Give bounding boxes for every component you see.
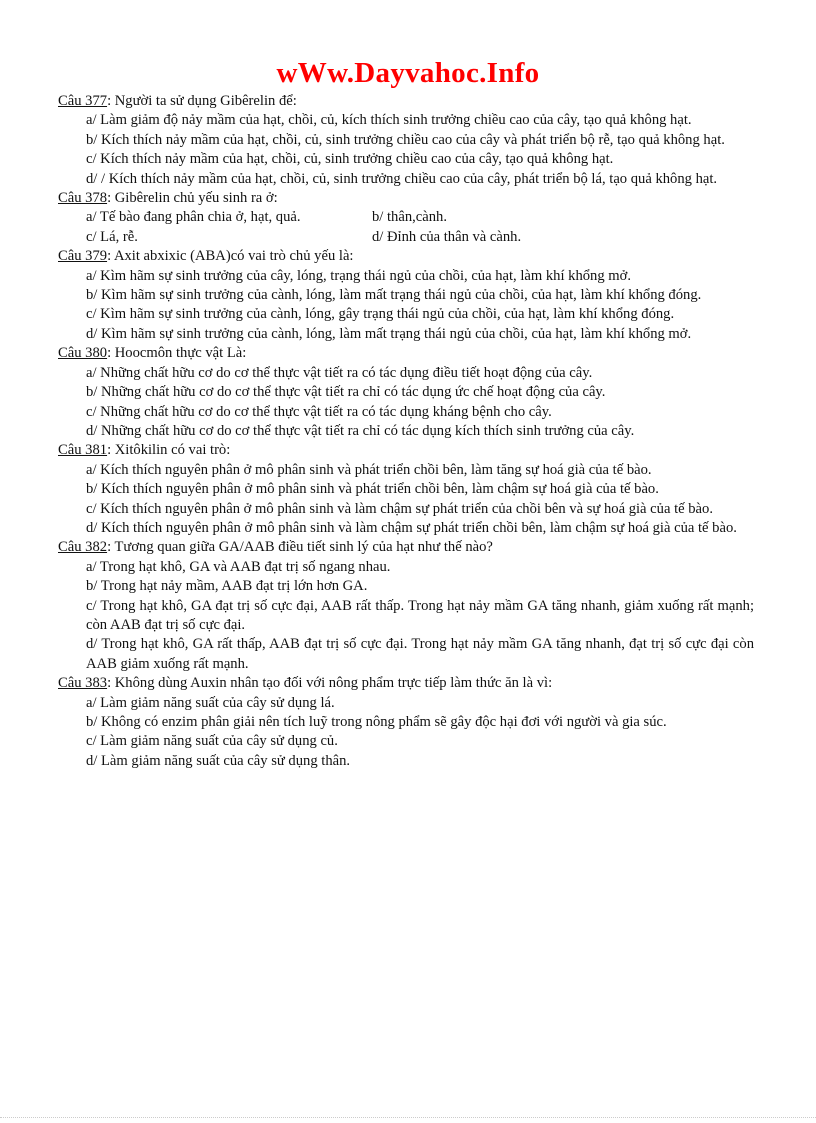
option-b: b/ thân,cành. bbox=[372, 209, 447, 226]
option-c: c/ Kích thích nảy mầm của hạt, chồi, củ, sinh trưởng chiều cao của cây, tạo quả không hạt. bbox=[86, 151, 614, 168]
option-b: b/ Những chất hữu cơ do cơ thể thực vật tiết ra chỉ có tác dụng ức chế hoạt động của cây. bbox=[86, 384, 606, 401]
option-c: c/ Kìm hãm sự sinh trưởng của cành, lóng, gây trạng thái ngủ của chồi, của hạt, làm khí khổng đóng. bbox=[86, 306, 675, 323]
option-d: d/ Đỉnh của thân và cành. bbox=[372, 228, 522, 245]
option-row bbox=[58, 228, 754, 247]
question-prompt: : Gibêrelin chủ yếu sinh ra ở: bbox=[107, 190, 278, 207]
option-c: c/ Lá, rễ. bbox=[86, 228, 138, 245]
option-b: b/ Kìm hãm sự sinh trưởng của cành, lóng, làm mất trạng thái ngủ của chồi, của hạt, làm khí khổng đóng. bbox=[86, 287, 702, 304]
option-b: b/ Kích thích nguyên phân ở mô phân sinh và phát triển chồi bên, làm chậm sự hoá già của tế bào. bbox=[86, 481, 659, 498]
page-bottom-divider bbox=[0, 1117, 816, 1118]
question-number: Câu 377 bbox=[58, 93, 108, 109]
question-prompt: : Axit abxixic (ABA)có vai trò chủ yếu là: bbox=[107, 248, 354, 265]
question-number: Câu 381 bbox=[58, 442, 108, 459]
question-number: Câu 382 bbox=[58, 539, 108, 556]
option-d: d/ / Kích thích nảy mầm của hạt, chồi, củ, sinh trưởng chiều cao của cây, phát triển bộ lá, tạo quả không hạt. bbox=[86, 170, 718, 187]
site-watermark: wWw.Dayvahoc.Info bbox=[276, 57, 540, 89]
option-c: c/ Những chất hữu cơ do cơ thể thực vật tiết ra có tác dụng kháng bệnh cho cây. bbox=[86, 403, 552, 420]
option-row bbox=[58, 208, 754, 227]
question-381 bbox=[58, 441, 754, 538]
option-a: a/ Tế bào đang phân chia ở, hạt, quả. bbox=[86, 209, 301, 226]
question-prompt: : Không dùng Auxin nhân tạo đối với nông phẩm trực tiếp làm thức ăn là vì: bbox=[107, 675, 553, 692]
option-a: a/ Làm giảm năng suất của cây sử dụng lá. bbox=[86, 694, 335, 711]
option-a: a/ Kìm hãm sự sinh trưởng của cây, lóng, trạng thái ngủ của chồi, của hạt, làm khí khổng mở. bbox=[86, 267, 632, 284]
option-b: b/ Không có enzim phân giải nên tích luỹ trong nông phẩm sẽ gây độc hại đơi với người và gia súc. bbox=[86, 714, 667, 730]
question-379 bbox=[58, 247, 754, 344]
option-a: a/ Kích thích nguyên phân ở mô phân sinh và phát triển chồi bên, làm tăng sự hoá già của tế bào. bbox=[86, 461, 652, 478]
question-prompt: : Người ta sử dụng Gibêrelin để: bbox=[107, 93, 297, 109]
question-382 bbox=[58, 538, 754, 674]
option-a: a/ Trong hạt khô, GA và AAB đạt trị số ngang nhau. bbox=[86, 558, 391, 575]
option-b: b/ Kích thích nảy mầm của hạt, chồi, củ, sinh trưởng chiều cao của cây và phát triển bộ rễ, tạo quả không hạt. bbox=[86, 131, 725, 148]
question-number: Câu 380 bbox=[58, 345, 108, 362]
question-number: Câu 383 bbox=[58, 675, 108, 692]
option-d: d/ Những chất hữu cơ do cơ thể thực vật tiết ra chỉ có tác dụng kích thích sinh trưởng của cây. bbox=[86, 422, 635, 439]
question-377 bbox=[58, 92, 754, 189]
question-378 bbox=[58, 189, 754, 247]
question-list bbox=[58, 92, 754, 771]
option-b: b/ Trong hạt nảy mầm, AAB đạt trị lớn hơn GA. bbox=[86, 578, 368, 595]
question-prompt: : Hoocmôn thực vật Là: bbox=[107, 345, 247, 362]
question-number: Câu 378 bbox=[58, 190, 108, 207]
option-d: d/ Kích thích nguyên phân ở mô phân sinh và làm chậm sự phát triển chồi bên, làm chậm sự hoá già của tế bào. bbox=[86, 519, 737, 536]
question-prompt: : Xitôkilin có vai trò: bbox=[107, 442, 231, 459]
option-a: a/ Những chất hữu cơ do cơ thể thực vật tiết ra có tác dụng điều tiết hoạt động của cây. bbox=[86, 364, 593, 381]
question-383 bbox=[58, 674, 754, 771]
option-c: c/ Kích thích nguyên phân ở mô phân sinh và làm chậm sự phát triển của chồi bên và sự hoá già của tế bào. bbox=[86, 500, 713, 517]
option-a: a/ Làm giảm độ nảy mầm của hạt, chồi, củ, kích thích sinh trưởng chiều cao của cây, tạo quả không hạt. bbox=[86, 112, 692, 129]
option-d: d/ Trong hạt khô, GA rất thấp, AAB đạt trị số cực đại. Trong hạt nảy mầm GA tăng nhanh, đạt trị số cực đại còn AAB giảm xuống rất mạnh. bbox=[86, 636, 754, 672]
question-number: Câu 379 bbox=[58, 248, 108, 265]
option-c: c/ Trong hạt khô, GA đạt trị số cực đại, AAB rất thấp. Trong hạt nảy mầm GA tăng nhanh, giảm xuống rất mạnh; còn AAB đạt trị số cực đại. bbox=[86, 597, 754, 633]
option-c: c/ Làm giảm năng suất của cây sử dụng củ. bbox=[86, 733, 338, 750]
question-prompt: : Tương quan giữa GA/AAB điều tiết sinh lý của hạt như thế nào? bbox=[107, 539, 493, 556]
option-d: d/ Làm giảm năng suất của cây sử dụng thân. bbox=[86, 752, 351, 769]
option-d: d/ Kìm hãm sự sinh trưởng của cành, lóng, làm mất trạng thái ngủ của chồi, của hạt, làm khí khổng mở. bbox=[86, 325, 692, 342]
question-380 bbox=[58, 344, 754, 441]
